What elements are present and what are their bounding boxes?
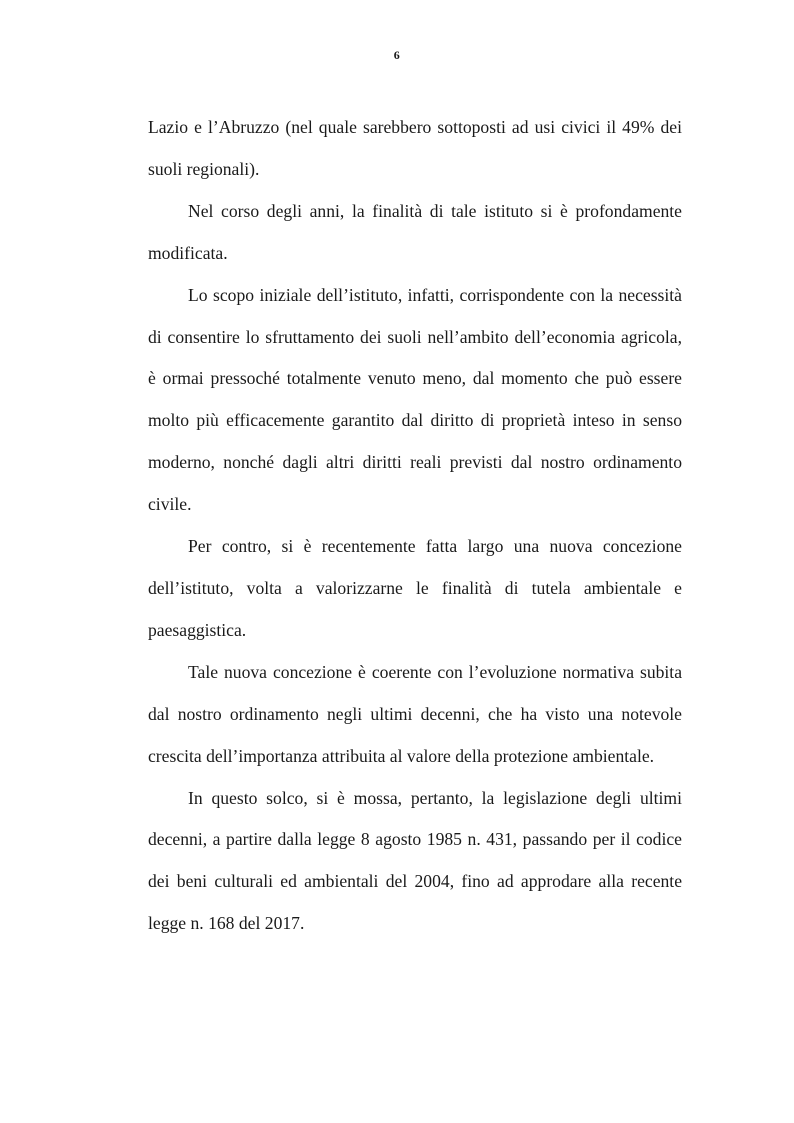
page-number: 6 — [393, 48, 401, 62]
document-body — [148, 107, 682, 945]
paragraph: Per contro, si è recentemente fatta largo una nuova concezione dell’istituto, volta a valorizzarne le finalità di tutela ambientale e paesaggistica. — [148, 536, 682, 640]
paragraph: Lo scopo iniziale dell’istituto, infatti, corrispondente con la necessità di consentire lo sfruttamento dei suoli nell’ambito dell’economia agricola, è ormai pressoché totalmente venuto meno, dal momento che può essere molto più efficacemente garantito dal diritto di proprietà inteso in senso moderno, nonché dagli altri diritti reali previsti dal nostro ordinamento civile. — [148, 284, 682, 515]
paragraph: Tale nuova concezione è coerente con l’evoluzione normativa subita dal nostro ordinamento negli ultimi decenni, che ha visto una notevole crescita dell’importanza attribuita al valore della protezione ambientale. — [148, 661, 682, 766]
paragraph: Nel corso degli anni, la finalità di tale istituto si è profondamente modificata. — [148, 200, 682, 263]
paragraph-continuation: Lazio e l’Abruzzo (nel quale sarebbero sottoposti ad usi civici il 49% dei suoli regionali). — [148, 117, 682, 179]
paragraph: In questo solco, si è mossa, pertanto, la legislazione degli ultimi decenni, a partire dalla legge 8 agosto 1985 n. 431, passando per il codice dei beni culturali ed ambientali del 2004, fino ad approdare alla recente legge n. 168 del 2017. — [148, 787, 682, 934]
